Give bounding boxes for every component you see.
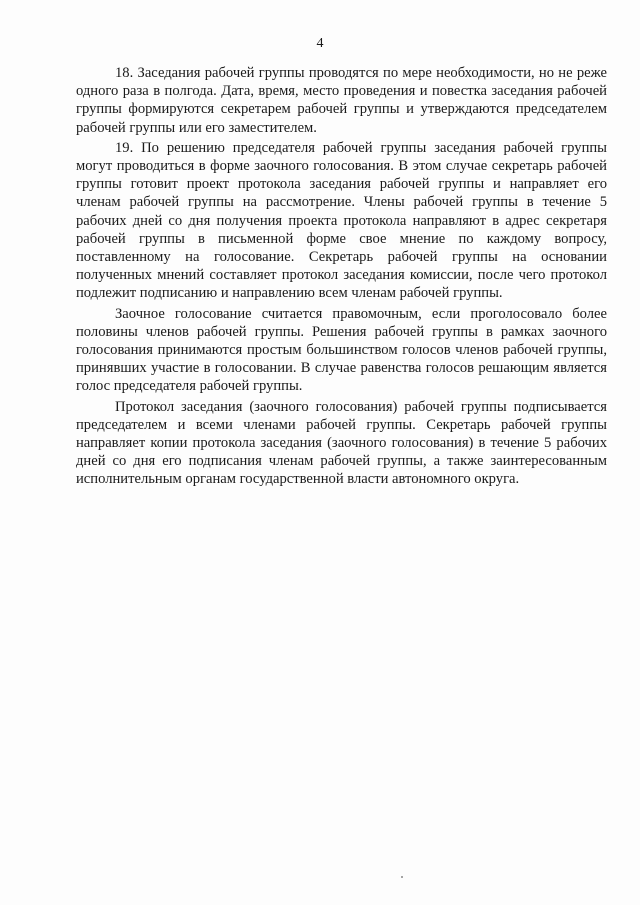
- paragraph-18: 18. Заседания рабочей группы проводятся по мере необходимости, но не реже одного раза в полгода. Дата, время, место проведения и повестка заседания рабочей группы формируются секретарем рабочей группы и утверждаются председателем рабочей группы или его заместителем.: [76, 65, 607, 136]
- paragraph-absentee-voting: Заочное голосование считается правомочным, если проголосовало более половины членов рабочей группы. Решения рабочей группы в рамках заочного голосования принимаются простым большинством голосов членов рабочей группы, принявших участие в голосовании. В случае равенства голосов решающим является голос председателя рабочей группы.: [76, 305, 607, 395]
- page-number: 4: [316, 36, 324, 51]
- document-body: [76, 64, 607, 491]
- paragraph-19: 19. По решению председателя рабочей группы заседания рабочей группы могут проводиться в форме заочного голосования. В этом случае секретарь рабочей группы готовит проект протокола заседания рабочей группы и направляет его членам рабочей группы на рассмотрение. Члены рабочей группы в течение 5 рабочих дней со дня получения проекта протокола направляют в адрес секретаря рабочей группы в письменной форме свое мнение по каждому вопросу, поставленному на голосование. Секретарь рабочей группы на основании полученных мнений составляет протокол заседания комиссии, после чего протокол подлежит подписанию и направлению всем членам рабочей группы.: [76, 139, 607, 302]
- paragraph-protocol-signing: Протокол заседания (заочного голосования) рабочей группы подписывается председателем и всеми членами рабочей группы. Секретарь рабочей группы направляет копии протокола заседания (заочного голосования) в течение 5 рабочих дней со дня его подписания членам рабочей группы, а также заинтересованным исполнительным органам государственной власти автономного округа.: [76, 398, 607, 488]
- scan-speck: [401, 876, 403, 878]
